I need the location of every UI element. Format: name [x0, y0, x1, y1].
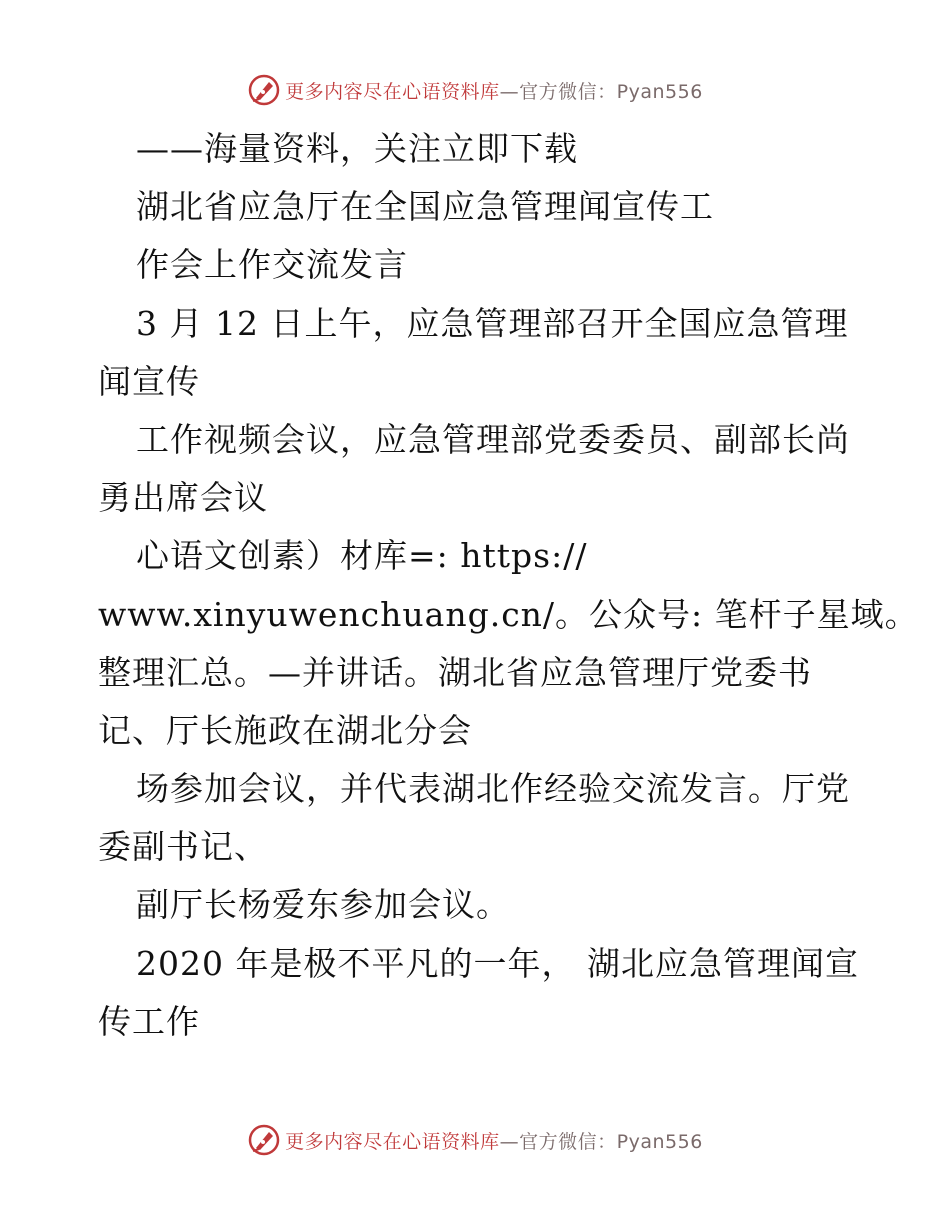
body-line: 2020 年是极不平凡的一年， 湖北应急管理闻宣: [136, 943, 859, 983]
body-line: ——海量资料，关注立即下载: [136, 129, 578, 168]
body-line: 整理汇总。—并讲话。湖北省应急管理厅党委书: [98, 652, 812, 692]
header-banner: [0, 70, 950, 110]
header-banner-dash: —: [499, 80, 520, 103]
body-line: 湖北省应急厅在全国应急管理闻宣传工: [136, 187, 714, 227]
header-banner-title: 更多内容尽在心语资料库: [285, 80, 500, 103]
body-line: 心语文创素）材库=: https://: [136, 536, 588, 576]
footer-banner-dash: —: [499, 1130, 520, 1153]
footer-banner-text: [285, 1127, 703, 1154]
body-line: 记、厅长施政在湖北分会: [98, 710, 472, 750]
footer-banner: [0, 1120, 950, 1160]
body-line: 作会上作交流发言: [136, 245, 408, 285]
header-banner-text: [285, 77, 703, 104]
body-line: 闻宣传: [98, 361, 200, 401]
body-line: 3 月 12 日上午，应急管理部召开全国应急管理: [136, 303, 849, 343]
pen-nib-logo-icon: [247, 1123, 281, 1157]
body-line: 委副书记、: [98, 827, 268, 867]
body-line: 副厅长杨爱东参加会议。: [136, 885, 510, 925]
document-body: [98, 120, 919, 1051]
body-line: www.xinyuwenchuang.cn/。公众号: 笔杆子星域。: [98, 594, 919, 634]
footer-banner-title: 更多内容尽在心语资料库: [285, 1130, 500, 1153]
body-line: 工作视频会议，应急管理部党委委员、副部长尚: [136, 419, 850, 459]
header-banner-contact: 官方微信：Pyan556: [519, 80, 703, 103]
body-line: 传工作: [98, 1001, 200, 1041]
body-line: 场参加会议，并代表湖北作经验交流发言。厅党: [136, 769, 850, 809]
pen-nib-logo-icon: [247, 73, 281, 107]
body-line: 勇出席会议: [98, 478, 268, 518]
footer-banner-contact: 官方微信：Pyan556: [519, 1130, 703, 1153]
